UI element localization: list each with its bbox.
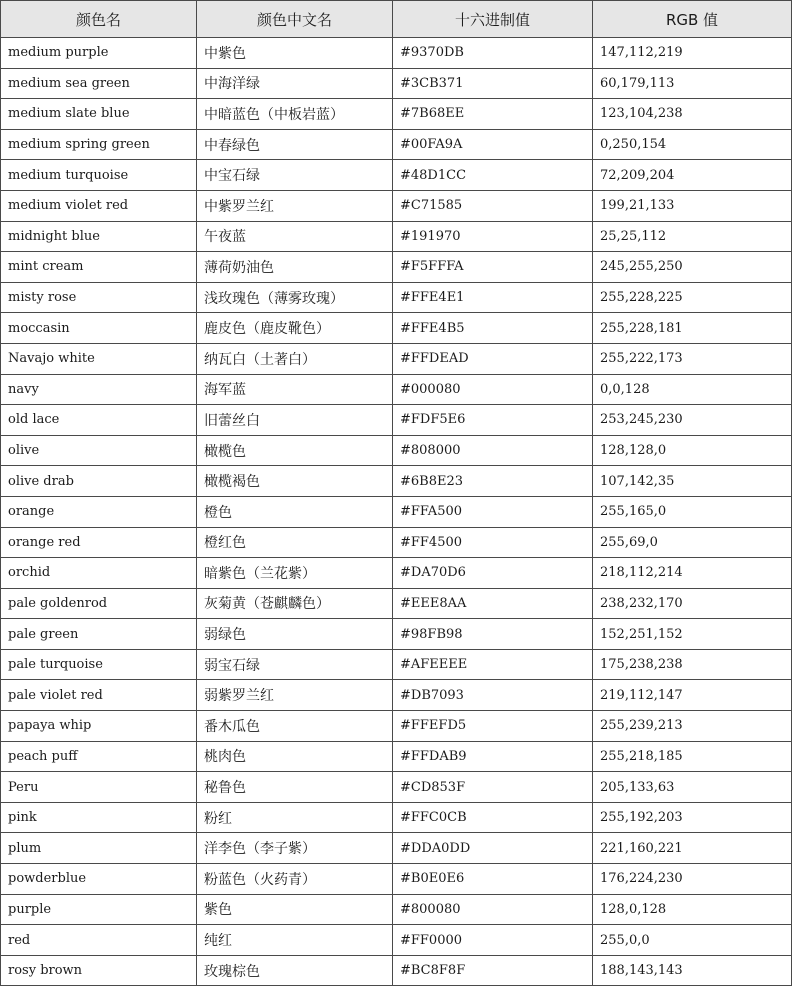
chinese-name-cell: 中紫色 xyxy=(197,38,393,69)
chinese-name-cell: 橄榄色 xyxy=(197,435,393,466)
color-name-cell: papaya whip xyxy=(1,711,197,742)
header-hex-value: 十六进制值 xyxy=(393,1,593,38)
table-row xyxy=(1,160,792,191)
rgb-value-cell: 128,0,128 xyxy=(593,894,792,925)
hex-value-cell: #7B68EE xyxy=(393,99,593,130)
hex-value-cell: #6B8E23 xyxy=(393,466,593,497)
hex-value-cell: #AFEEEE xyxy=(393,649,593,680)
chinese-name-cell: 粉红 xyxy=(197,802,393,833)
rgb-value-cell: 255,222,173 xyxy=(593,343,792,374)
rgb-value-cell: 255,192,203 xyxy=(593,802,792,833)
hex-value-cell: #FFDAB9 xyxy=(393,741,593,772)
rgb-value-cell: 107,142,35 xyxy=(593,466,792,497)
rgb-value-cell: 255,69,0 xyxy=(593,527,792,558)
rgb-value-cell: 255,0,0 xyxy=(593,925,792,956)
color-name-cell: olive xyxy=(1,435,197,466)
chinese-name-cell: 中暗蓝色（中板岩蓝） xyxy=(197,99,393,130)
chinese-name-cell: 紫色 xyxy=(197,894,393,925)
table-row xyxy=(1,649,792,680)
table-row xyxy=(1,802,792,833)
table-row xyxy=(1,68,792,99)
rgb-value-cell: 60,179,113 xyxy=(593,68,792,99)
table-row xyxy=(1,955,792,986)
table-row xyxy=(1,772,792,803)
color-name-cell: pink xyxy=(1,802,197,833)
color-name-cell: medium turquoise xyxy=(1,160,197,191)
hex-value-cell: #CD853F xyxy=(393,772,593,803)
rgb-value-cell: 72,209,204 xyxy=(593,160,792,191)
rgb-value-cell: 0,250,154 xyxy=(593,129,792,160)
hex-value-cell: #FDF5E6 xyxy=(393,405,593,436)
table-row xyxy=(1,588,792,619)
hex-value-cell: #FFEFD5 xyxy=(393,711,593,742)
hex-value-cell: #B0E0E6 xyxy=(393,864,593,895)
rgb-value-cell: 238,232,170 xyxy=(593,588,792,619)
color-name-cell: old lace xyxy=(1,405,197,436)
rgb-value-cell: 123,104,238 xyxy=(593,99,792,130)
chinese-name-cell: 桃肉色 xyxy=(197,741,393,772)
hex-value-cell: #00FA9A xyxy=(393,129,593,160)
table-row xyxy=(1,405,792,436)
table-row xyxy=(1,527,792,558)
table-row xyxy=(1,343,792,374)
color-name-cell: peach puff xyxy=(1,741,197,772)
table-row xyxy=(1,925,792,956)
color-name-cell: pale goldenrod xyxy=(1,588,197,619)
color-name-cell: orchid xyxy=(1,558,197,589)
hex-value-cell: #000080 xyxy=(393,374,593,405)
header-chinese-name: 颜色中文名 xyxy=(197,1,393,38)
table-row xyxy=(1,435,792,466)
rgb-value-cell: 255,228,181 xyxy=(593,313,792,344)
hex-value-cell: #FF4500 xyxy=(393,527,593,558)
table-row xyxy=(1,466,792,497)
chinese-name-cell: 暗紫色（兰花紫） xyxy=(197,558,393,589)
rgb-value-cell: 199,21,133 xyxy=(593,190,792,221)
color-name-cell: rosy brown xyxy=(1,955,197,986)
hex-value-cell: #FFA500 xyxy=(393,496,593,527)
color-name-cell: Navajo white xyxy=(1,343,197,374)
chinese-name-cell: 橙红色 xyxy=(197,527,393,558)
color-name-cell: pale violet red xyxy=(1,680,197,711)
hex-value-cell: #48D1CC xyxy=(393,160,593,191)
table-row xyxy=(1,282,792,313)
table-row xyxy=(1,680,792,711)
rgb-value-cell: 147,112,219 xyxy=(593,38,792,69)
table-row xyxy=(1,221,792,252)
color-name-cell: pale green xyxy=(1,619,197,650)
color-name-cell: medium sea green xyxy=(1,68,197,99)
chinese-name-cell: 番木瓜色 xyxy=(197,711,393,742)
rgb-value-cell: 152,251,152 xyxy=(593,619,792,650)
chinese-name-cell: 中紫罗兰红 xyxy=(197,190,393,221)
table-row xyxy=(1,894,792,925)
hex-value-cell: #DA70D6 xyxy=(393,558,593,589)
color-name-cell: medium purple xyxy=(1,38,197,69)
color-name-cell: midnight blue xyxy=(1,221,197,252)
rgb-value-cell: 218,112,214 xyxy=(593,558,792,589)
hex-value-cell: #FF0000 xyxy=(393,925,593,956)
table-row xyxy=(1,741,792,772)
color-name-cell: mint cream xyxy=(1,252,197,283)
table-row xyxy=(1,496,792,527)
chinese-name-cell: 洋李色（李子紫） xyxy=(197,833,393,864)
hex-value-cell: #BC8F8F xyxy=(393,955,593,986)
rgb-value-cell: 25,25,112 xyxy=(593,221,792,252)
table-row xyxy=(1,313,792,344)
table-row xyxy=(1,129,792,160)
rgb-value-cell: 128,128,0 xyxy=(593,435,792,466)
hex-value-cell: #EEE8AA xyxy=(393,588,593,619)
chinese-name-cell: 粉蓝色（火药青） xyxy=(197,864,393,895)
rgb-value-cell: 188,143,143 xyxy=(593,955,792,986)
color-name-cell: medium slate blue xyxy=(1,99,197,130)
chinese-name-cell: 橙色 xyxy=(197,496,393,527)
table-row xyxy=(1,619,792,650)
color-name-cell: purple xyxy=(1,894,197,925)
chinese-name-cell: 海军蓝 xyxy=(197,374,393,405)
chinese-name-cell: 弱紫罗兰红 xyxy=(197,680,393,711)
chinese-name-cell: 薄荷奶油色 xyxy=(197,252,393,283)
rgb-value-cell: 221,160,221 xyxy=(593,833,792,864)
chinese-name-cell: 弱绿色 xyxy=(197,619,393,650)
rgb-value-cell: 176,224,230 xyxy=(593,864,792,895)
rgb-value-cell: 0,0,128 xyxy=(593,374,792,405)
hex-value-cell: #FFE4B5 xyxy=(393,313,593,344)
chinese-name-cell: 纯红 xyxy=(197,925,393,956)
chinese-name-cell: 鹿皮色（鹿皮靴色） xyxy=(197,313,393,344)
hex-value-cell: #800080 xyxy=(393,894,593,925)
color-name-cell: red xyxy=(1,925,197,956)
table-row xyxy=(1,190,792,221)
table-row xyxy=(1,374,792,405)
chinese-name-cell: 浅玫瑰色（薄雾玫瑰） xyxy=(197,282,393,313)
rgb-value-cell: 219,112,147 xyxy=(593,680,792,711)
hex-value-cell: #F5FFFA xyxy=(393,252,593,283)
chinese-name-cell: 中海洋绿 xyxy=(197,68,393,99)
color-name-cell: navy xyxy=(1,374,197,405)
hex-value-cell: #FFC0CB xyxy=(393,802,593,833)
color-name-cell: Peru xyxy=(1,772,197,803)
table-row xyxy=(1,711,792,742)
color-name-cell: orange red xyxy=(1,527,197,558)
header-row xyxy=(1,1,792,38)
hex-value-cell: #FFDEAD xyxy=(393,343,593,374)
chinese-name-cell: 纳瓦白（土著白） xyxy=(197,343,393,374)
table-row xyxy=(1,864,792,895)
chinese-name-cell: 橄榄褐色 xyxy=(197,466,393,497)
table-row xyxy=(1,558,792,589)
hex-value-cell: #808000 xyxy=(393,435,593,466)
chinese-name-cell: 玫瑰棕色 xyxy=(197,955,393,986)
chinese-name-cell: 中春绿色 xyxy=(197,129,393,160)
header-rgb-value: RGB 值 xyxy=(593,1,792,38)
table-row xyxy=(1,38,792,69)
table-row xyxy=(1,252,792,283)
color-name-cell: medium violet red xyxy=(1,190,197,221)
rgb-value-cell: 255,218,185 xyxy=(593,741,792,772)
chinese-name-cell: 秘鲁色 xyxy=(197,772,393,803)
color-name-cell: powderblue xyxy=(1,864,197,895)
table-body xyxy=(1,38,792,986)
chinese-name-cell: 灰菊黄（苍麒麟色） xyxy=(197,588,393,619)
table-row xyxy=(1,99,792,130)
hex-value-cell: #9370DB xyxy=(393,38,593,69)
rgb-value-cell: 255,165,0 xyxy=(593,496,792,527)
hex-value-cell: #191970 xyxy=(393,221,593,252)
rgb-value-cell: 255,228,225 xyxy=(593,282,792,313)
chinese-name-cell: 中宝石绿 xyxy=(197,160,393,191)
color-name-cell: orange xyxy=(1,496,197,527)
chinese-name-cell: 午夜蓝 xyxy=(197,221,393,252)
color-name-cell: plum xyxy=(1,833,197,864)
hex-value-cell: #DDA0DD xyxy=(393,833,593,864)
rgb-value-cell: 175,238,238 xyxy=(593,649,792,680)
rgb-value-cell: 253,245,230 xyxy=(593,405,792,436)
chinese-name-cell: 弱宝石绿 xyxy=(197,649,393,680)
rgb-value-cell: 245,255,250 xyxy=(593,252,792,283)
hex-value-cell: #98FB98 xyxy=(393,619,593,650)
hex-value-cell: #FFE4E1 xyxy=(393,282,593,313)
color-name-cell: pale turquoise xyxy=(1,649,197,680)
color-name-cell: misty rose xyxy=(1,282,197,313)
rgb-value-cell: 255,239,213 xyxy=(593,711,792,742)
hex-value-cell: #3CB371 xyxy=(393,68,593,99)
rgb-value-cell: 205,133,63 xyxy=(593,772,792,803)
header-color-name: 颜色名 xyxy=(1,1,197,38)
hex-value-cell: #DB7093 xyxy=(393,680,593,711)
color-name-cell: olive drab xyxy=(1,466,197,497)
color-name-cell: moccasin xyxy=(1,313,197,344)
chinese-name-cell: 旧蕾丝白 xyxy=(197,405,393,436)
table-row xyxy=(1,833,792,864)
color-name-cell: medium spring green xyxy=(1,129,197,160)
hex-value-cell: #C71585 xyxy=(393,190,593,221)
